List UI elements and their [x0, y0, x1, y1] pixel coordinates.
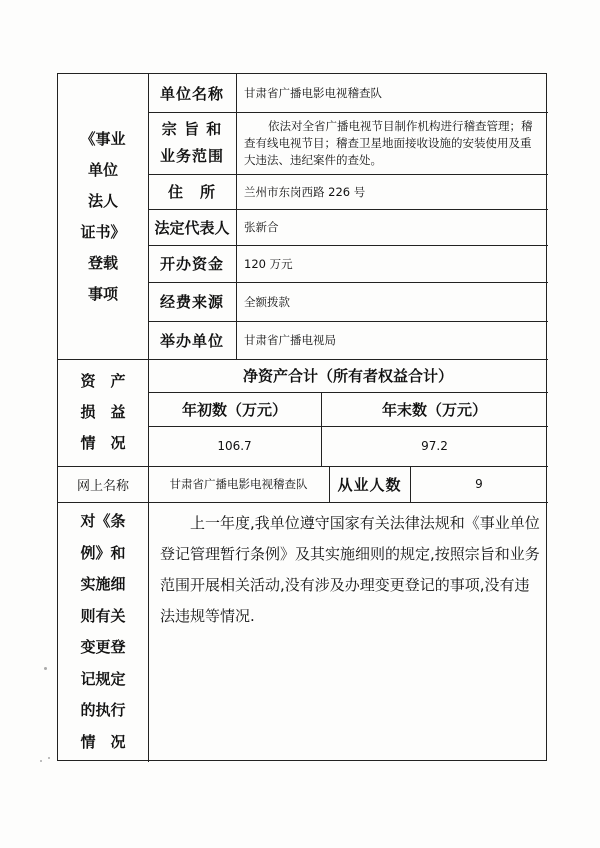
unit-name-label: 单位名称: [159, 84, 224, 103]
unit-name-value: 甘肃省广播电影电视稽查队: [244, 86, 382, 100]
cert-title-line: 登载: [87, 253, 118, 272]
compliance-section-title: [58, 502, 148, 762]
funding-value: 全额拨款: [244, 294, 290, 309]
scope-label-line: 宗 旨 和: [161, 120, 223, 138]
net-assets-header: 净资产合计（所有者权益合计）: [242, 367, 453, 385]
end-year-label: 年末数（万元）: [381, 400, 487, 419]
end-year-value: 97.2: [421, 439, 448, 453]
compliance-title-line: 则有关: [80, 606, 126, 625]
assets-section-title: [58, 359, 148, 466]
annual-report-form: [57, 73, 547, 761]
assets-title-line: 情 况: [80, 434, 126, 452]
cert-section-title: [58, 74, 148, 359]
compliance-title-line: 记规定: [80, 669, 126, 688]
cert-title-line: 证书》: [80, 222, 126, 241]
scope-value: 依法对全省广播电视节目制作机构进行稽查管理；稽查有线电视节目；稽查卫星地面接收设施的安装使用及重大违法、违纪案件的查处。: [244, 118, 533, 167]
legal-rep-label: 法定代表人: [154, 218, 230, 237]
scope-label-line: 业务范围: [159, 147, 224, 165]
scan-speck: [44, 667, 47, 670]
compliance-title-line: 对《条: [80, 512, 126, 530]
capital-label: 开办资金: [159, 255, 224, 273]
compliance-title-line: 例》和: [80, 543, 126, 562]
address-value: 兰州市东岗西路 226 号: [244, 184, 366, 199]
legal-rep-value: 张新合: [244, 220, 279, 234]
funding-label: 经费来源: [159, 293, 224, 311]
begin-year-label: 年初数（万元）: [181, 400, 287, 419]
compliance-text: 上一年度,我单位遵守国家有关法律法规和《事业单位登记管理暂行条例》及其实施细则的规定,按照宗旨和业务范围开展相关活动,没有涉及办理变更登记的事项,没有违法违规等情况.: [160, 514, 540, 625]
staff-count-value: 9: [475, 477, 483, 491]
cert-title-line: 法人: [87, 191, 118, 210]
scope-label: [148, 112, 236, 174]
assets-title-line: 资 产: [80, 372, 126, 390]
begin-year-value: 106.7: [217, 439, 252, 453]
compliance-title-line: 情 况: [80, 732, 126, 751]
assets-title-line: 损 益: [80, 403, 126, 421]
sponsor-value: 甘肃省广播电视局: [244, 333, 336, 347]
compliance-title-line: 的执行: [80, 701, 126, 719]
compliance-title-line: 变更登: [80, 638, 126, 656]
cert-title-line: 单位: [87, 160, 118, 179]
online-name-value: 甘肃省广播电影电视稽查队: [169, 477, 308, 491]
cert-title-line: 事项: [87, 284, 118, 303]
sponsor-label: 举办单位: [159, 331, 224, 350]
scan-speck: [48, 757, 50, 759]
capital-value: 120 万元: [244, 256, 293, 271]
compliance-title-line: 实施细: [80, 575, 126, 593]
address-label: 住 所: [167, 183, 216, 201]
staff-count-label: 从业人数: [337, 475, 402, 494]
online-name-label: 网上名称: [76, 478, 129, 494]
scan-speck: [40, 760, 42, 762]
cert-title-line: 《事业: [80, 129, 126, 148]
